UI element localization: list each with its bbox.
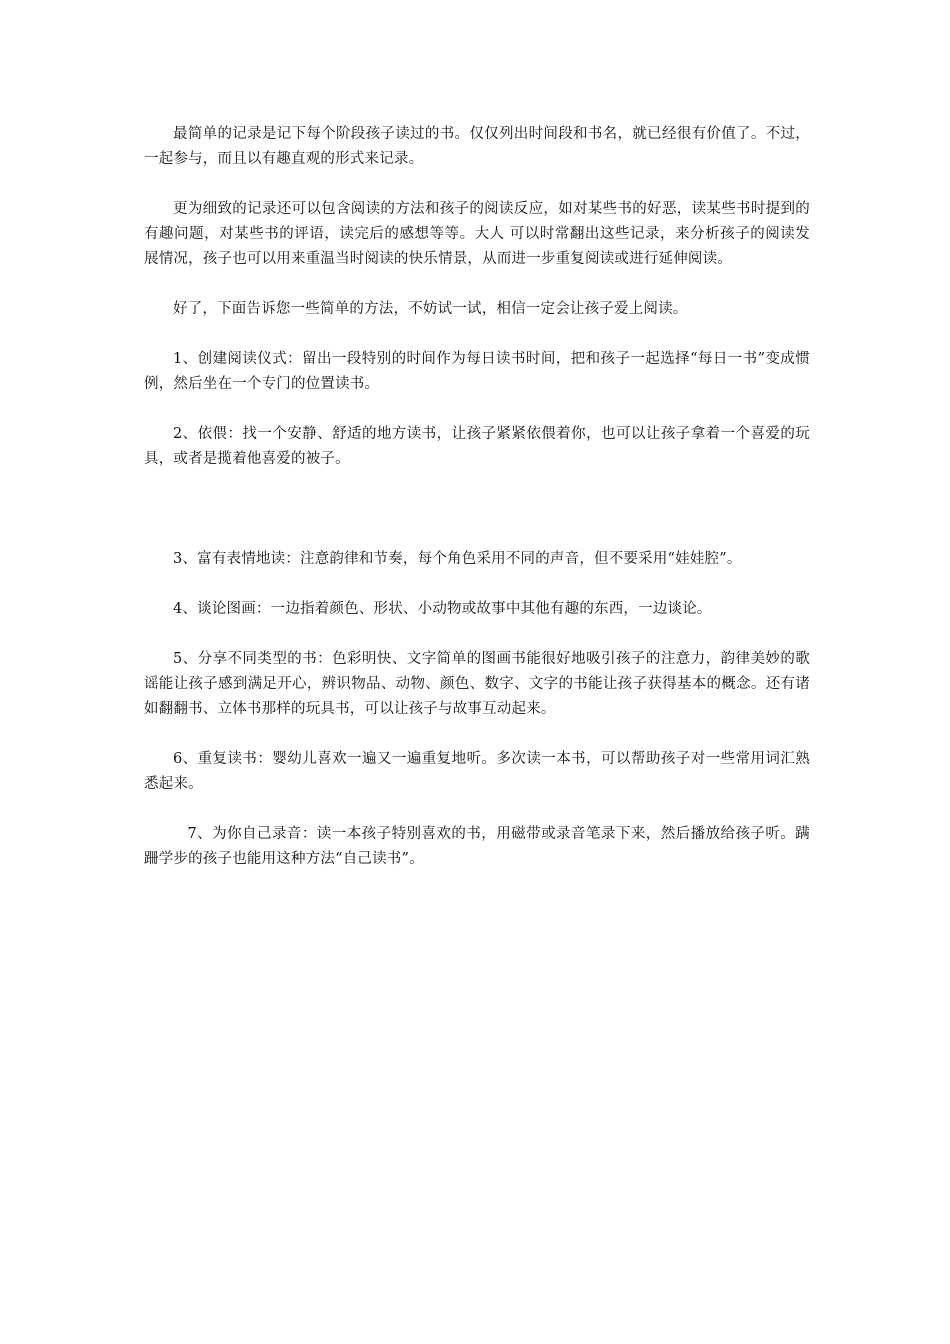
paragraph-method-5: 5、分享不同类型的书：色彩明快、文字简单的图画书能很好地吸引孩子的注意力，韵律美妙的歌谣能让孩子感到满足开心，辨识物品、动物、颜色、数字、文字的书能让孩子获得基本的概念。还有诸如翻翻书、立体书那样的玩具书，可以让孩子与故事互动起来。 bbox=[144, 651, 810, 717]
paragraph-gap bbox=[144, 797, 810, 822]
document-body bbox=[144, 122, 810, 872]
paragraph-method-7: 7、为你自己录音：读一本孩子特别喜欢的书，用磁带或录音笔录下来，然后播放给孩子听。蹒跚学步的孩子也能用这种方法“自己读书”。 bbox=[144, 826, 810, 867]
paragraph-gap bbox=[144, 172, 810, 197]
paragraph-method-6: 6、重复读书：婴幼儿喜欢一遍又一遍重复地听。多次读一本书，可以帮助孩子对一些常用词汇熟悉起来。 bbox=[144, 751, 810, 792]
paragraph-method-3: 3、富有表情地读：注意韵律和节奏，每个角色采用不同的声音，但不要采用“娃娃腔”。 bbox=[173, 551, 742, 567]
paragraph-gap-large bbox=[144, 472, 810, 547]
paragraph-gap bbox=[144, 272, 810, 297]
paragraph-method-1: 1、创建阅读仪式：留出一段特别的时间作为每日读书时间，把和孩子一起选择“每日一书”变成惯例，然后坐在一个专门的位置读书。 bbox=[144, 351, 810, 392]
paragraph-gap bbox=[144, 722, 810, 747]
paragraph-record-simple: 最简单的记录是记下每个阶段孩子读过的书。仅仅列出时间段和书名，就已经很有价值了。不过，一起参与，而且以有趣直观的形式来记录。 bbox=[144, 126, 810, 167]
paragraph-intro-methods: 好了，下面告诉您一些简单的方法，不妨试一试，相信一定会让孩子爱上阅读。 bbox=[173, 301, 688, 317]
paragraph-method-4: 4、谈论图画：一边指着颜色、形状、小动物或故事中其他有趣的东西，一边谈论。 bbox=[173, 601, 712, 617]
paragraph-gap bbox=[144, 572, 810, 597]
paragraph-gap bbox=[144, 397, 810, 422]
paragraph-record-detailed: 更为细致的记录还可以包含阅读的方法和孩子的阅读反应，如对某些书的好恶，读某些书时提到的有趣问题，对某些书的评语，读完后的感想等等。大人 可以时常翻出这些记录，来分析孩子的阅读发展情况，孩子也可以用来重温当时阅读的快乐情景，从而进一步重复阅读或进行延伸阅读。 bbox=[144, 201, 810, 267]
paragraph-method-2: 2、依偎：找一个安静、舒适的地方读书，让孩子紧紧依偎着你，也可以让孩子拿着一个喜爱的玩具，或者是揽着他喜爱的被子。 bbox=[144, 426, 810, 467]
paragraph-gap bbox=[144, 322, 810, 347]
paragraph-gap bbox=[144, 622, 810, 647]
